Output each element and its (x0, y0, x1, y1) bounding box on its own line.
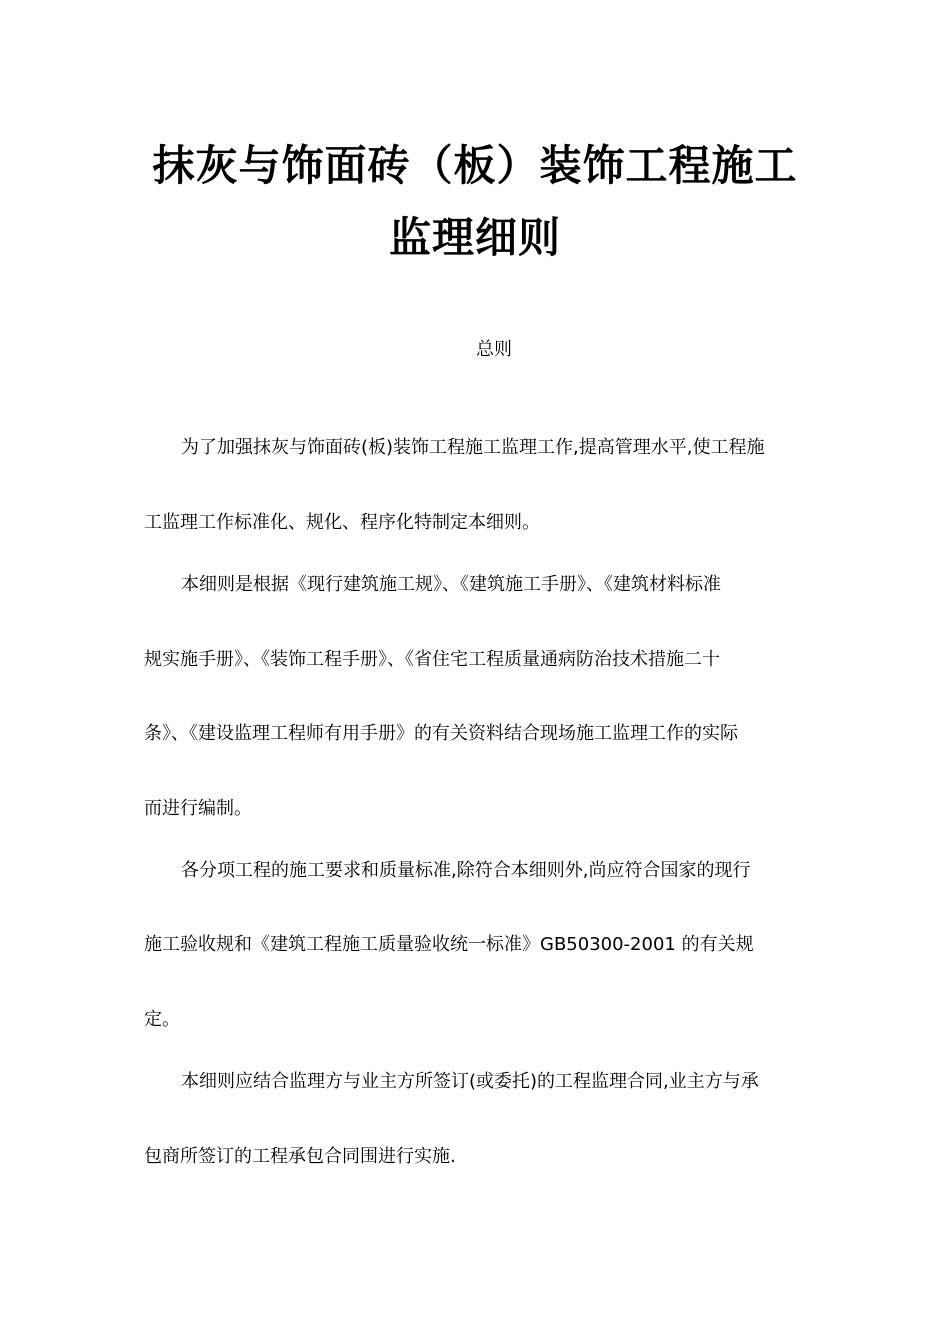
paragraph-4-line-2: 包商所签订的工程承包合同围进行实施. (144, 1146, 456, 1167)
paragraph-2-line-3: 条》、《建设监理工程师有用手册》的有关资料结合现场施工监理工作的实际 (144, 723, 738, 744)
paragraph-2-line-4: 而进行编制。 (144, 798, 252, 819)
paragraph-3-line-2: 施工验收规和《建筑工程施工质量验收统一标准》GB50300-2001 的有关规 (144, 934, 754, 955)
paragraph-4-line-1: 本细则应结合监理方与业主方所签订(或委托)的工程监理合同,业主方与承 (181, 1071, 759, 1092)
paragraph-1-line-1: 为了加强抹灰与饰面砖(板)装饰工程施工监理工作,提高管理水平,使工程施 (181, 437, 765, 458)
document-title-line-2: 监理细则 (388, 213, 561, 262)
section-heading: 总则 (476, 339, 512, 360)
paragraph-2-line-2: 规实施手册》、《装饰工程手册》、《省住宅工程质量通病防治技术措施二十 (144, 649, 720, 670)
document-title-line-1: 抹灰与饰面砖（板）装饰工程施工 (152, 141, 798, 190)
paragraph-2-line-1: 本细则是根据《现行建筑施工规》、《建筑施工手册》、《建筑材料标准 (181, 574, 721, 595)
paragraph-3-line-3: 定。 (144, 1009, 180, 1030)
paragraph-3-line-1: 各分项工程的施工要求和质量标准,除符合本细则外,尚应符合国家的现行 (181, 860, 751, 881)
paragraph-1-line-2: 工监理工作标准化、规化、程序化特制定本细则。 (144, 512, 540, 533)
